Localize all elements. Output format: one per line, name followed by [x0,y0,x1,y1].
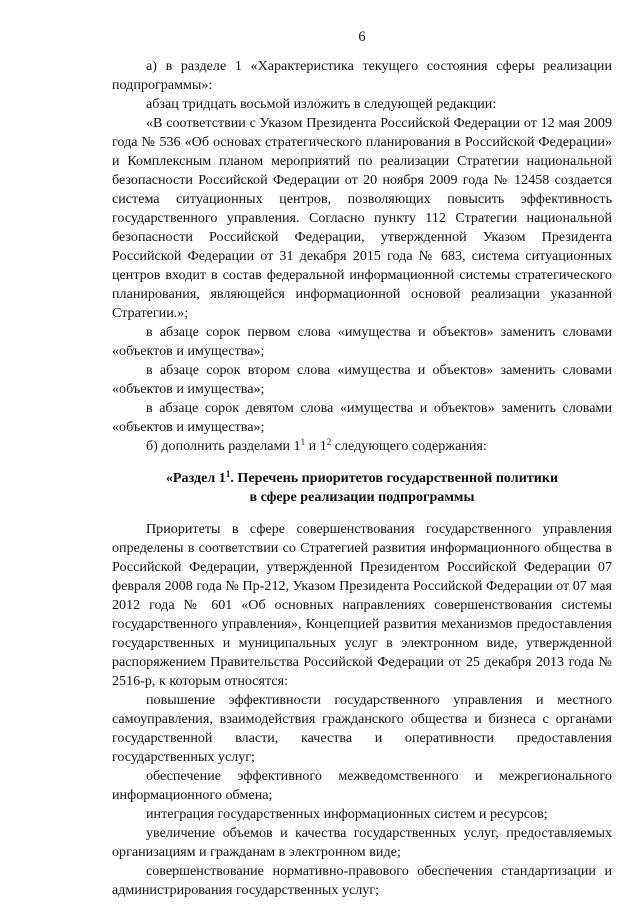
add-sections-sup2: 2 [326,437,332,447]
add-sections-before: б) дополнить разделами 1 [146,438,301,454]
section-heading [112,469,612,507]
paragraph-abzac-42: в абзаце сорок втором слова «имущества и объектов» заменить словами «объектов и имущества»; [112,362,612,397]
paragraph-abzac-49: в абзаце сорок девятом слова «имущества и объектов» заменить словами «объектов и имущества»; [112,400,612,435]
section-heading-prefix: «Раздел 1 [165,470,226,486]
section-heading-title: . Перечень приоритетов государственной политики [230,470,559,486]
section-heading-sup: 1 [225,469,231,479]
paragraph-section1-intro: а) в разделе 1 «Характеристика текущего состояния сферы реализации подпрограммы»: [112,58,612,93]
document-page [112,28,612,900]
section-heading-line2: в сфере реализации подпрограммы [249,489,475,505]
add-sections-after: следующего содержания: [331,438,487,454]
add-sections-middle: и 1 [305,438,327,454]
paragraph-abzac-38: абзац тридцать восьмой изложить в следующей редакции: [146,96,497,112]
list-item-priority-3: интеграция государственных информационных систем и ресурсов; [146,806,548,822]
paragraph-new-redaction: «В соответствии с Указом Президента Российской Федерации от 12 мая 2009 года № 536 «Об основах стратегического планирования в Российской Федерации» и Комплексным планом мероприятий по реализации Стратегии национальной безопасности Российской Федерации от 20 ноября 2009 года № 12458 создается система ситуационных центров, позволяющих повысить эффективность государственного управления. Согласно пункту 112 Стратегии национальной безопасности Российской Федерации, утвержденной Указом Президента Российской Федерации от 31 декабря 2015 года № 683, система ситуационных центров входит в состав федеральной информационной системы стратегического планирования, являющейся информационной основой реализации указанной Стратегии.»; [112,115,612,321]
page-number: 6 [358,29,366,45]
paragraph-add-sections [112,437,612,456]
list-item-priority-1: повышение эффективности государственного управления и местного самоуправления, взаимодействия гражданского общества и бизнеса с органами государственной власти, качества и оперативности предоставления государственных услуг; [112,692,612,765]
section-heading-line1 [112,469,612,488]
paragraph-priorities: Приоритеты в сфере совершенствования государственного управления определены в соответствии со Стратегией развития информационного общества в Российской Федерации, утвержденной Президентом Российской Федерации 07 февраля 2008 года № Пр-212, Указом Президента Российской Федерации от 07 мая 2012 года № 601 «Об основных направлениях совершенствования системы государственного управления», Концепцией развития механизмов предоставления государственных и муниципальных услуг в электронном виде, утвержденной распоряжением Правительства Российской Федерации от 25 декабря 2013 года № 2516-р, к которым относятся: [112,521,612,689]
list-item-priority-2: обеспечение эффективного межведомственного и межрегионального информационного обмена; [112,768,612,803]
paragraph-abzac-41: в абзаце сорок первом слова «имущества и объектов» заменить словами «объектов и имущества»; [112,324,612,359]
add-sections-sup1: 1 [300,437,306,447]
list-item-priority-5: совершенствование нормативно-правового обеспечения стандартизации и администрирования государственных услуг; [112,863,612,898]
list-item-priority-4: увеличение объемов и качества государственных услуг, предоставляемых организациям и гражданам в электронном виде; [112,825,612,860]
